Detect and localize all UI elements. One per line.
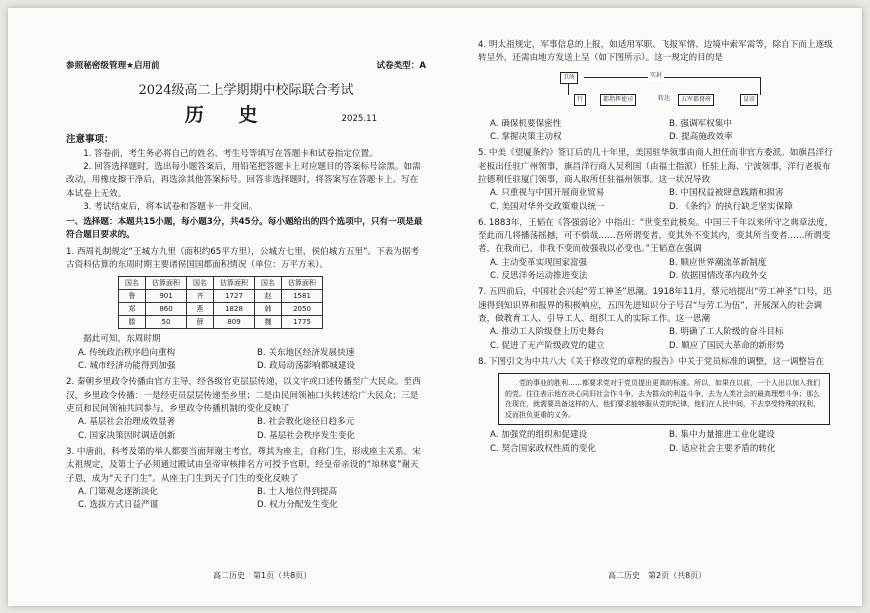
option-d: D. 提高施政效率 [669, 131, 733, 142]
question-1-stem: 1. 西周礼制规定“王城方九里（面积约65平方里），公城方七里，侯伯城方五里”。下表为据考古资料估算的东周时期主要诸侯国国都面积情况（单位：万平方米）。 [66, 246, 420, 271]
diagram-line-down [760, 77, 761, 95]
question-4-options [478, 118, 838, 145]
table-cell: 809 [214, 316, 255, 329]
table-cell: 鲁 [119, 290, 146, 303]
table-cell: 魏 [255, 316, 282, 329]
option-c: C. 美国对华外交政策难以统一 [490, 201, 605, 212]
notice-1: 1. 答卷前，考生务必将自己的姓名、考生号等填写在答题卡和试卷指定位置。 [83, 148, 378, 159]
question-1-lead: 据此可知，东周时期 [83, 334, 161, 345]
question-7-options [478, 326, 838, 353]
table-header-cell: 国名 [119, 277, 146, 290]
table-header-cell: 国名 [255, 277, 282, 290]
exam-sheet [8, 8, 862, 606]
question-8-quote: 党的事业的胜利……都要求党对于党员提出更高的标准。所以，如果在以前，一个人出以加入我们的党。往往表示他在决心同旧社会作斗争，去为群众的利益斗争，去为人类社会的最高理想斗争；那么在现在，就需要具备这样的人，他们要求能够服从党的纪律，他们在人民中间，不去享受特殊的权利，反而担负更重的义务。 [498, 373, 830, 425]
option-b: B. 明确了工人阶级的奋斗目标 [669, 327, 784, 338]
question-5-options [478, 187, 838, 214]
exam-title: 2024级高二上学期期中校际联合考试 [138, 83, 354, 99]
option-d: D. 《条约》的执行缺乏坚实保障 [669, 201, 793, 212]
diagram-box-xing: 行 [574, 94, 586, 106]
subject-title: 历 史 [184, 104, 272, 127]
diagram-label-mid: 转达 [658, 94, 671, 102]
table-cell: 韩 [255, 303, 282, 316]
option-a: A. 加强党的组织和促建设 [490, 430, 588, 441]
option-a: A. 推动工人阶级登上历史舞台 [490, 327, 605, 338]
question-1-options [66, 347, 426, 374]
table-row [119, 316, 323, 329]
question-5-stem: 5. 中美《望厦条约》签订后的几十年里，美国驻华领事由商人担任而非官方委派。如旗昌洋行老板出任驻广州领事，旗昌洋行商人吴利国（由福士指派）任驻上海、宁波领事，洋行老板布拉德利任驻厦门领事，商人取所任驻福州领事。这一状况导致 [478, 148, 833, 185]
table-header-row [119, 277, 323, 290]
option-c: C. 国家决策因时调适创新 [78, 430, 176, 441]
table-cell: 1828 [214, 303, 255, 316]
option-a: A. 主动变革实现国家富强 [490, 257, 588, 268]
option-d: D. 政局动荡影响都城建设 [257, 361, 356, 372]
question-7-stem: 7. 五四前后，中国社会兴起“劳工神圣”思潮。1918年11月，蔡元培提出“劳工神圣”口号，迅速得到知识界和报界的积极响应，五四先进知识分子号召“与劳工为伍”，开展深入的社会调查，做教育工人、引导工人、组织工人的实际工作。这一思潮 [478, 287, 832, 324]
table-cell: 赵 [255, 290, 282, 303]
option-b: B. 士人地位得到提高 [257, 486, 338, 497]
option-c: C. 城市经济功能得到加强 [78, 361, 176, 372]
option-a: A. 传统政治秩序趋向重构 [78, 347, 176, 358]
question-6-stem: 6. 1883年，王韬在《答强弱论》中指出：“世变至此极矣。中国三千年以来所守之典章法度，至此而几将播荡摇撼，可不惧哉……吾所谓变者，变其外不变其内，变其所当变者……所谓变者，在我而已，非我不变而彼强我以必变也。”王韬意在强调 [478, 217, 834, 255]
option-d: D. 依据国情改革内政外交 [669, 271, 768, 282]
subject-row [136, 101, 426, 130]
table-row [119, 290, 323, 303]
table-header-cell: 国名 [187, 277, 214, 290]
capital-area-table [118, 276, 323, 329]
table-row [119, 303, 323, 316]
footer-page-2: 高二历史 第2页（共8页） [608, 571, 707, 580]
confidential-label: 参照秘密级管理★启用前 [66, 61, 160, 71]
table-cell: 2050 [282, 303, 323, 316]
table-header-cell: 估算面积 [146, 277, 187, 290]
footer-page-1: 高二历史 第1页（共8页） [213, 571, 312, 580]
option-d: D. 顺应了国民大革命的新形势 [669, 340, 785, 351]
question-4-stem: 4. 明太祖规定，军事信息的上报，如适用军职、飞报军情、边境申索军需等，除自下而上逐级转呈外，还需由地方发送上呈（如下图所示）。这一规定的目的是 [478, 40, 833, 64]
table-cell: 滕 [119, 316, 146, 329]
table-cell: 1581 [282, 290, 323, 303]
diagram-box-wujun: 五军都督府 [678, 94, 714, 106]
option-b: B. 集中力量推进工业化建设 [669, 430, 775, 441]
table-cell: 1775 [282, 316, 323, 329]
table-cell: 901 [146, 290, 187, 303]
option-c: C. 选拔方式日益严谨 [78, 500, 159, 511]
option-b: B. 强调军权集中 [669, 118, 732, 129]
notice-heading: 注意事项： [66, 133, 114, 145]
paper-type: 试卷类型：A [376, 61, 426, 71]
option-a: A. 门第观念逐渐淡化 [78, 486, 158, 497]
option-a: A. 基层社会治理成效显著 [78, 417, 176, 428]
page-right [478, 36, 838, 456]
option-b: B. 顺应世界潮流革新制度 [669, 257, 767, 268]
question-3-options [66, 486, 426, 513]
option-b: B. 社会教化途径日趋多元 [257, 417, 355, 428]
diagram-line-top [584, 77, 760, 78]
question-8-stem: 8. 下图引文为中共八大《关于修改党的章程的报告》中关于党员标准的调整，这一调整旨在 [478, 356, 825, 367]
table-cell: 燕 [187, 303, 214, 316]
option-a: A. 确保机要保密性 [490, 118, 562, 129]
table-cell: 齐 [187, 290, 214, 303]
diagram-box-weisuo: 卫所 [560, 72, 578, 84]
diagram-box-emperor: 皇帝 [740, 94, 758, 106]
table-cell: 50 [146, 316, 187, 329]
notice-3: 3. 考试结束后，将本试卷和答题卡一并交回。 [83, 201, 258, 212]
option-b: B. 关东地区经济发展快速 [257, 347, 355, 358]
diagram-line-left [568, 83, 569, 95]
table-cell: 郑 [119, 303, 146, 316]
question-6-options [478, 257, 838, 284]
section-heading: 一、选择题：本题共15小题，每小题3分，共45分。每小题给出的四个选项中，只有一项是最符合题目要求的。 [66, 217, 423, 241]
diagram-label-top: 实封 [650, 71, 663, 79]
exam-date: 2025.11 [341, 114, 378, 125]
question-3-stem: 3. 中唐前，科考及第的举人都要当面拜谢主考官，尊其为座主，自称门生，形成座主关系。宋太祖规定，及第士子必须通过殿试由皇帝审核排名方可授予官职，经皇帝亲设的“琼林宴”谢天子恩，成为“天子门生”。从座主门生到天子门生的变化反映了 [66, 446, 421, 484]
page-left [66, 60, 426, 512]
option-d: D. 权力分配发生变化 [257, 500, 338, 511]
question-8-options [478, 429, 838, 456]
report-flow-diagram [478, 68, 838, 114]
table-cell: 860 [146, 303, 187, 316]
option-c: C. 契合国家政权性质的变化 [490, 443, 596, 454]
option-d: D. 适应社会主要矛盾的转化 [669, 443, 776, 454]
option-c: C. 促进了无产阶级政党的建立 [490, 340, 605, 351]
question-2-stem: 2. 秦朝乡里政令传播由官方主导，经各级官吏层层传递，以文字或口述传播至广大民众。至西汉，乡里政令传播：一是经吏员层层传递至乡里；二是由民间领袖口头转述给广大民众；三是吏员和民间领袖共同参与。乡里政令传播机制的变化反映了 [66, 377, 421, 414]
question-2-options [66, 416, 426, 443]
diagram-box-duzhihuishisi: 都指挥使司 [600, 94, 636, 106]
option-c: C. 反思洋务运动推进变法 [490, 271, 588, 282]
option-b: B. 中国权益被肆意践踏和损害 [669, 188, 784, 199]
table-header-cell: 估算面积 [214, 277, 255, 290]
notice-2: 2. 回答选择题时，选出每小题答案后，用铅笔把答题卡上对应题目的答案标号涂黑。如需改动，用橡皮擦干净后，再选涂其他答案标号。回答非选择题时，将答案写在答题卡上。写在本试卷上无效。 [66, 161, 421, 199]
option-a: A. 只重视与中国开展商业贸易 [490, 188, 605, 199]
header-row [66, 60, 426, 73]
option-d: D. 基层社会秩序发生变化 [257, 430, 356, 441]
table-header-cell: 估算面积 [282, 277, 323, 290]
option-c: C. 掌握决策主动权 [490, 131, 562, 142]
table-cell: 1727 [214, 290, 255, 303]
table-cell: 薛 [187, 316, 214, 329]
